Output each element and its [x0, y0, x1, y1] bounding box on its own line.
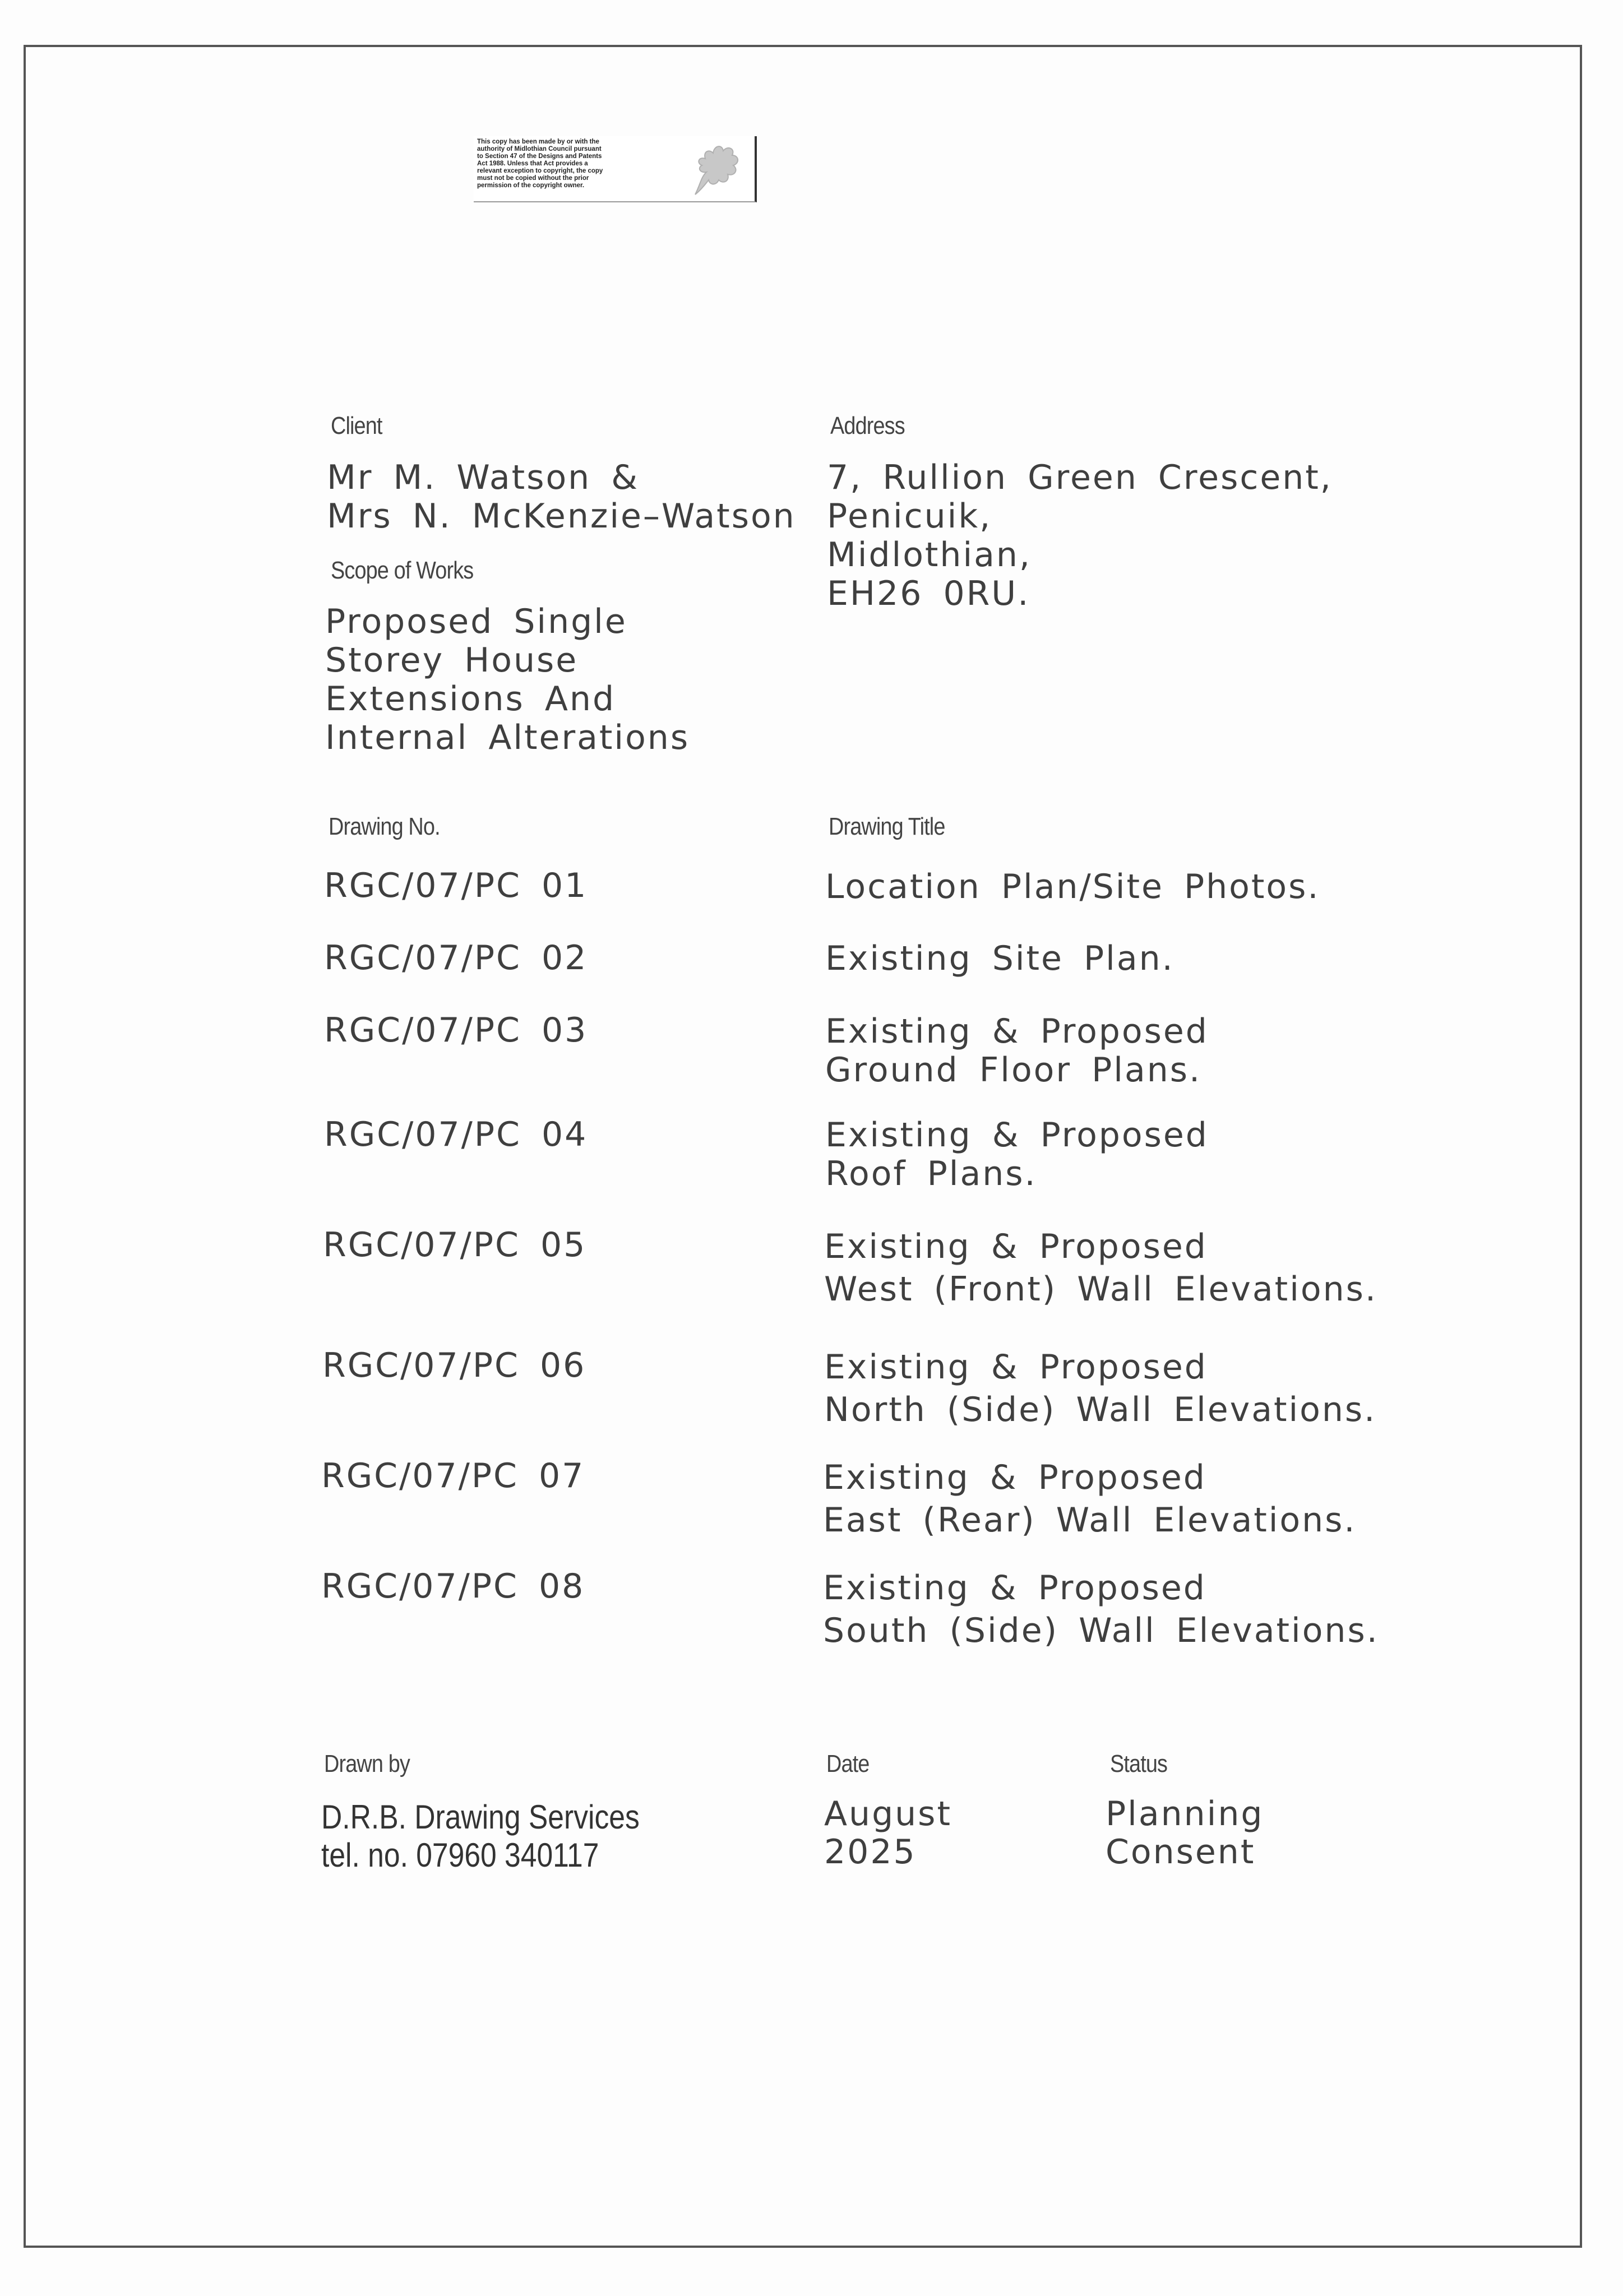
copyright-stamp — [474, 136, 757, 202]
oak-leaf-icon — [684, 138, 746, 199]
drawing-title — [825, 939, 1175, 978]
drawing-number: RGC/07/PC 01 — [324, 866, 588, 905]
scope-line: Internal Alterations — [325, 718, 690, 757]
drawing-number: RGC/07/PC 08 — [321, 1567, 585, 1606]
address-line: 7, Rullion Green Crescent, — [827, 458, 1333, 497]
drawn-by-line: D.R.B. Drawing Services — [321, 1798, 640, 1836]
copyright-line: must not be copied without the prior — [477, 175, 589, 182]
drawing-title — [824, 1346, 1376, 1431]
client-name — [327, 459, 796, 536]
drawing-title — [823, 1567, 1379, 1652]
drawing-number: RGC/07/PC 03 — [324, 1011, 588, 1050]
scope-of-works — [325, 603, 690, 757]
copyright-line: permission of the copyright owner. — [477, 182, 585, 189]
drawing-no-label: Drawing No. — [329, 813, 440, 840]
scope-line: Extensions And — [325, 679, 616, 719]
drawing-title-line: Existing & Proposed — [825, 1115, 1209, 1155]
copyright-line: Act 1988. Unless that Act provides a — [477, 160, 588, 167]
status-label: Status — [1110, 1750, 1168, 1777]
client-line: Mrs N. McKenzie–Watson — [327, 497, 796, 536]
drawing-title-line: North (Side) Wall Elevations. — [824, 1390, 1377, 1429]
drawing-title-line: Existing & Proposed — [825, 1012, 1209, 1051]
drawn-by — [321, 1798, 640, 1874]
drawing-title — [825, 868, 1320, 906]
drawing-number: RGC/07/PC 04 — [324, 1115, 588, 1154]
address-line: EH26 0RU. — [827, 574, 1030, 613]
copyright-notice — [477, 138, 685, 189]
drawing-title-line: Ground Floor Plans. — [825, 1050, 1202, 1090]
date-label: Date — [826, 1750, 870, 1777]
drawn-by-label: Drawn by — [324, 1750, 410, 1777]
copyright-line: authority of Midlothian Council pursuant — [477, 146, 602, 152]
client-label: Client — [331, 412, 382, 439]
drawing-title-line: Existing & Proposed — [823, 1458, 1206, 1497]
drawing-title-line: Location Plan/Site Photos. — [825, 867, 1320, 906]
drawing-title-line: Existing Site Plan. — [825, 939, 1175, 978]
drawing-title-line: South (Side) Wall Elevations. — [823, 1611, 1379, 1650]
status-line: Planning — [1106, 1794, 1264, 1834]
drawing-title-line: Existing & Proposed — [824, 1348, 1208, 1387]
drawing-title-line: East (Rear) Wall Elevations. — [823, 1501, 1357, 1540]
client-line: Mr M. Watson & — [327, 458, 640, 497]
date-line: August — [824, 1794, 952, 1834]
scope-line: Proposed Single — [325, 602, 627, 641]
copyright-line: This copy has been made by or with the — [477, 138, 599, 145]
drawing-date — [824, 1795, 952, 1871]
status-line: Consent — [1106, 1832, 1256, 1872]
drawing-number: RGC/07/PC 02 — [324, 938, 588, 978]
drawing-title-label: Drawing Title — [829, 813, 945, 840]
drawing-title — [824, 1225, 1377, 1311]
scope-label: Scope of Works — [331, 557, 474, 584]
drawing-title — [825, 1116, 1209, 1193]
drawing-title-line: Existing & Proposed — [823, 1568, 1206, 1608]
drawing-number: RGC/07/PC 07 — [321, 1456, 585, 1496]
copyright-line: to Section 47 of the Designs and Patents — [477, 153, 602, 160]
drawing-number: RGC/07/PC 05 — [323, 1225, 587, 1265]
copyright-line: relevant exception to copyright, the copy — [477, 168, 603, 174]
address-line: Penicuik, — [827, 497, 992, 536]
address-label: Address — [830, 412, 905, 439]
drawing-number: RGC/07/PC 06 — [322, 1346, 586, 1385]
drawing-border — [24, 45, 1582, 2248]
drawing-title — [825, 1012, 1209, 1090]
drawn-by-line: tel. no. 07960 340117 — [321, 1836, 599, 1874]
drawing-title — [823, 1456, 1356, 1542]
date-line: 2025 — [824, 1832, 917, 1872]
drawing-title-line: Roof Plans. — [825, 1154, 1037, 1193]
scope-line: Storey House — [325, 641, 579, 680]
drawing-title-line: West (Front) Wall Elevations. — [824, 1270, 1377, 1309]
drawing-title-line: Existing & Proposed — [824, 1227, 1208, 1266]
address-line: Midlothian, — [827, 535, 1032, 575]
site-address — [827, 459, 1333, 613]
drawing-status — [1106, 1795, 1264, 1871]
